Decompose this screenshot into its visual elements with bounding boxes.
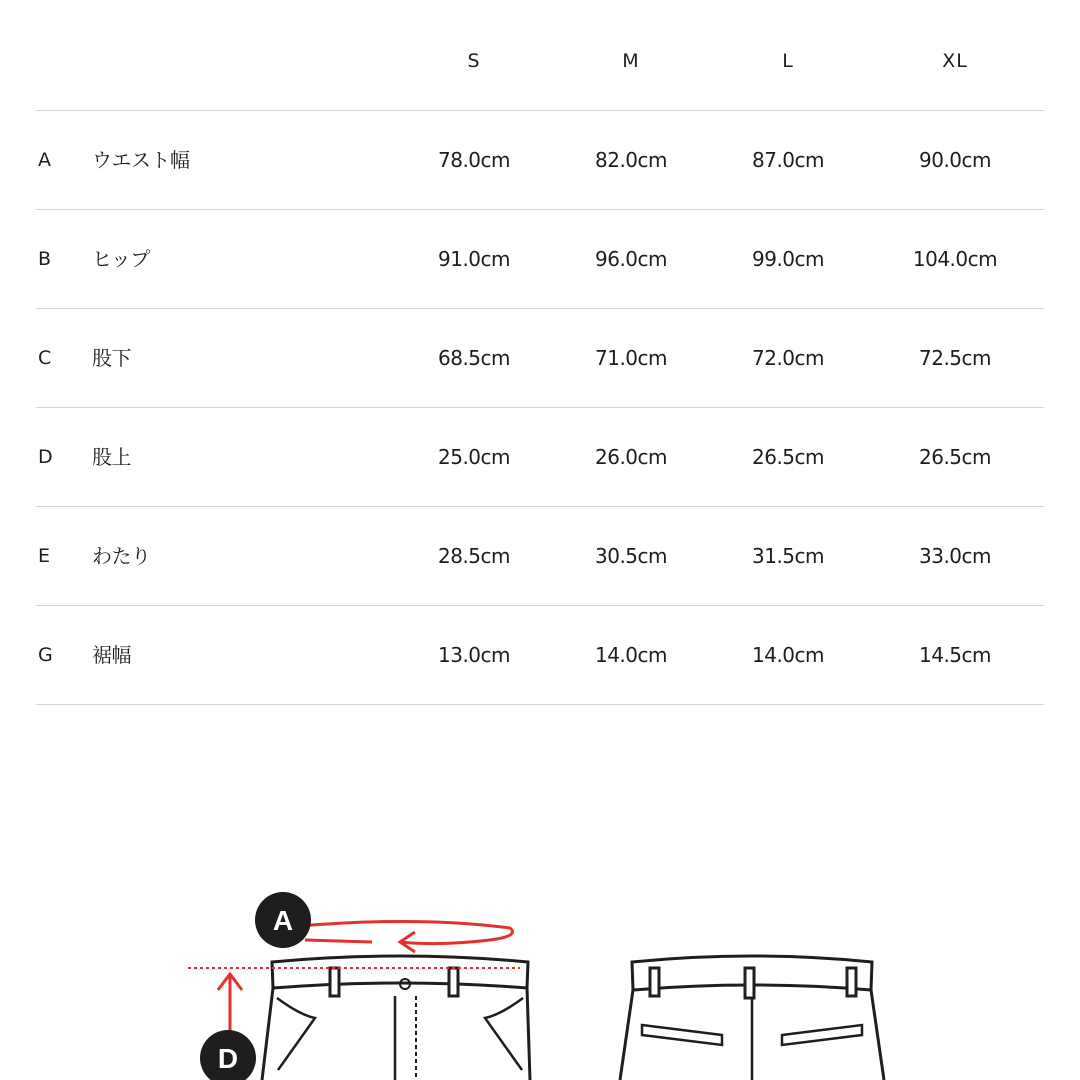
marker-d	[200, 1030, 256, 1080]
row-label: ウエスト幅	[92, 148, 190, 172]
row-label: 股上	[92, 445, 131, 469]
row-label: 裾幅	[92, 643, 131, 667]
table-row: B ヒップ 91.0cm 96.0cm 99.0cm 104.0cm	[36, 210, 1044, 309]
table-row: A ウエスト幅 78.0cm 82.0cm 87.0cm 90.0cm	[36, 111, 1044, 210]
table-row: G 裾幅 13.0cm 14.0cm 14.0cm 14.5cm	[36, 606, 1044, 705]
row-letter: B	[38, 248, 51, 270]
row-letter: D	[38, 446, 53, 468]
row-label: ヒップ	[92, 247, 150, 271]
table-row: D 股上 25.0cm 26.0cm 26.5cm 26.5cm	[36, 408, 1044, 507]
pants-diagram	[0, 860, 1080, 1080]
table-row: E わたり 28.5cm 30.5cm 31.5cm 33.0cm	[36, 507, 1044, 606]
row-letter: G	[38, 644, 53, 666]
pants-back-outline	[620, 956, 884, 1080]
waist-measure-arrow	[300, 921, 513, 952]
marker-a-label: A	[272, 905, 294, 936]
row-letter: A	[38, 149, 51, 171]
row-letter: C	[38, 347, 51, 369]
table-row: C 股下 68.5cm 71.0cm 72.0cm 72.5cm	[36, 309, 1044, 408]
row-label: わたり	[92, 544, 151, 568]
row-label: 股下	[92, 346, 131, 370]
marker-d-label: D	[217, 1043, 239, 1074]
pants-front-outline	[262, 956, 530, 1080]
marker-a	[255, 892, 311, 948]
row-letter: E	[38, 545, 50, 567]
table-header-row: S M L XL	[36, 12, 1044, 111]
size-table	[36, 12, 1044, 705]
